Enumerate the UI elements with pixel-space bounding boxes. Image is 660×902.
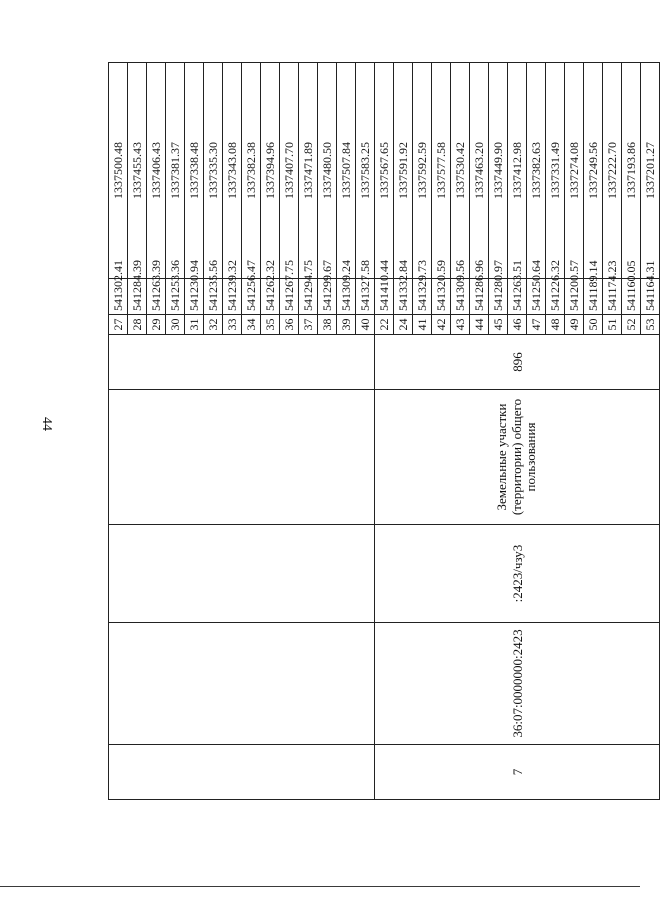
coordinate-x: 541280.97 [489, 279, 508, 315]
coordinate-x: 541256.47 [242, 279, 261, 315]
point-number: 43 [451, 315, 470, 335]
coordinate-y: 1337343.08 [223, 63, 242, 279]
coordinate-x: 541286.96 [470, 279, 489, 315]
coordinate-y: 1337394.96 [261, 63, 280, 279]
coordinate-y: 1337583.25 [356, 63, 375, 279]
land-use-cell-empty [109, 390, 375, 525]
coordinate-y: 1337331.49 [546, 63, 565, 279]
coordinate-x: 541332.84 [394, 279, 413, 315]
coordinate-x: 541294.75 [299, 279, 318, 315]
row-number-cell-empty [109, 745, 375, 800]
coordinate-y: 1337449.90 [489, 63, 508, 279]
coordinate-y: 1337567.65 [375, 63, 394, 279]
coordinate-y: 1337592.59 [413, 63, 432, 279]
coordinate-y: 1337382.38 [242, 63, 261, 279]
coordinate-y: 1337249.56 [584, 63, 603, 279]
point-number: 34 [242, 315, 261, 335]
point-number: 46 [508, 315, 527, 335]
coordinate-x: 541235.56 [204, 279, 223, 315]
coordinate-x: 541299.67 [318, 279, 337, 315]
page-number: 44 [39, 417, 54, 431]
coordinate-y: 1337500.48 [109, 63, 128, 279]
part-designation-cell: :2423/чзу3 [375, 525, 660, 623]
point-number: 32 [204, 315, 223, 335]
point-number: 51 [603, 315, 622, 335]
coordinates-table [108, 62, 660, 800]
coordinate-y: 1337455.43 [128, 63, 147, 279]
coordinate-x: 541250.64 [527, 279, 546, 315]
point-number: 38 [318, 315, 337, 335]
point-number: 50 [584, 315, 603, 335]
coordinate-y: 1337406.43 [147, 63, 166, 279]
point-number: 22 [375, 315, 394, 335]
coordinate-x: 541267.75 [280, 279, 299, 315]
coordinate-y: 1337577.58 [432, 63, 451, 279]
coordinate-x: 541189.14 [584, 279, 603, 315]
point-number: 33 [223, 315, 242, 335]
point-number: 30 [166, 315, 185, 335]
coordinates-table-rotated [108, 63, 657, 800]
coordinate-y: 1337381.37 [166, 63, 185, 279]
coordinate-x: 541164.31 [641, 279, 660, 315]
coordinate-y: 1337222.70 [603, 63, 622, 279]
coordinate-x: 541239.32 [223, 279, 242, 315]
point-number: 29 [147, 315, 166, 335]
coordinate-x: 541327.58 [356, 279, 375, 315]
coordinate-x: 541200.57 [565, 279, 584, 315]
point-number: 52 [622, 315, 641, 335]
point-number: 36 [280, 315, 299, 335]
coordinate-y: 1337335.30 [204, 63, 223, 279]
coordinate-y: 1337274.08 [565, 63, 584, 279]
point-number: 49 [565, 315, 584, 335]
coordinate-y: 1337530.42 [451, 63, 470, 279]
coordinate-y: 1337591.92 [394, 63, 413, 279]
point-number: 31 [185, 315, 204, 335]
point-number: 40 [356, 315, 375, 335]
point-number: 27 [109, 315, 128, 335]
coordinate-x: 541410.44 [375, 279, 394, 315]
table-row [109, 63, 128, 800]
coordinate-x: 541309.56 [451, 279, 470, 315]
coordinate-x: 541284.39 [128, 279, 147, 315]
point-number: 35 [261, 315, 280, 335]
table-body [109, 63, 660, 800]
part-designation-cell-empty [109, 525, 375, 623]
coordinate-y: 1337480.50 [318, 63, 337, 279]
point-number: 48 [546, 315, 565, 335]
point-number: 47 [527, 315, 546, 335]
area-cell: 896 [375, 335, 660, 390]
coordinate-y: 1337382.63 [527, 63, 546, 279]
coordinate-y: 1337407.70 [280, 63, 299, 279]
land-use-cell: Земельные участки (территории) общего пользования [375, 390, 660, 525]
cadastral-number-cell: 36:07:0000000:2423 [375, 623, 660, 745]
coordinate-y: 1337471.89 [299, 63, 318, 279]
point-number: 45 [489, 315, 508, 335]
coordinate-x: 541263.51 [508, 279, 527, 315]
point-number: 44 [470, 315, 489, 335]
coordinate-x: 541230.94 [185, 279, 204, 315]
coordinate-x: 541226.32 [546, 279, 565, 315]
point-number: 39 [337, 315, 356, 335]
table-row [375, 63, 394, 800]
point-number: 42 [432, 315, 451, 335]
coordinate-x: 541320.59 [432, 279, 451, 315]
coordinate-y: 1337193.86 [622, 63, 641, 279]
coordinate-x: 541262.32 [261, 279, 280, 315]
point-number: 53 [641, 315, 660, 335]
coordinate-y: 1337412.98 [508, 63, 527, 279]
point-number: 28 [128, 315, 147, 335]
point-number: 24 [394, 315, 413, 335]
coordinate-x: 541309.24 [337, 279, 356, 315]
coordinate-y: 1337507.84 [337, 63, 356, 279]
point-number: 41 [413, 315, 432, 335]
row-number-cell: 7 [375, 745, 660, 800]
area-cell-empty [109, 335, 375, 390]
cadastral-number-cell-empty [109, 623, 375, 745]
point-number: 37 [299, 315, 318, 335]
coordinate-y: 1337463.20 [470, 63, 489, 279]
coordinate-y: 1337201.27 [641, 63, 660, 279]
coordinate-x: 541302.41 [109, 279, 128, 315]
coordinate-x: 541329.73 [413, 279, 432, 315]
coordinate-x: 541253.36 [166, 279, 185, 315]
coordinate-x: 541174.23 [603, 279, 622, 315]
scan-edge-line [0, 886, 640, 887]
coordinate-x: 541263.39 [147, 279, 166, 315]
coordinate-x: 541160.05 [622, 279, 641, 315]
coordinate-y: 1337338.48 [185, 63, 204, 279]
